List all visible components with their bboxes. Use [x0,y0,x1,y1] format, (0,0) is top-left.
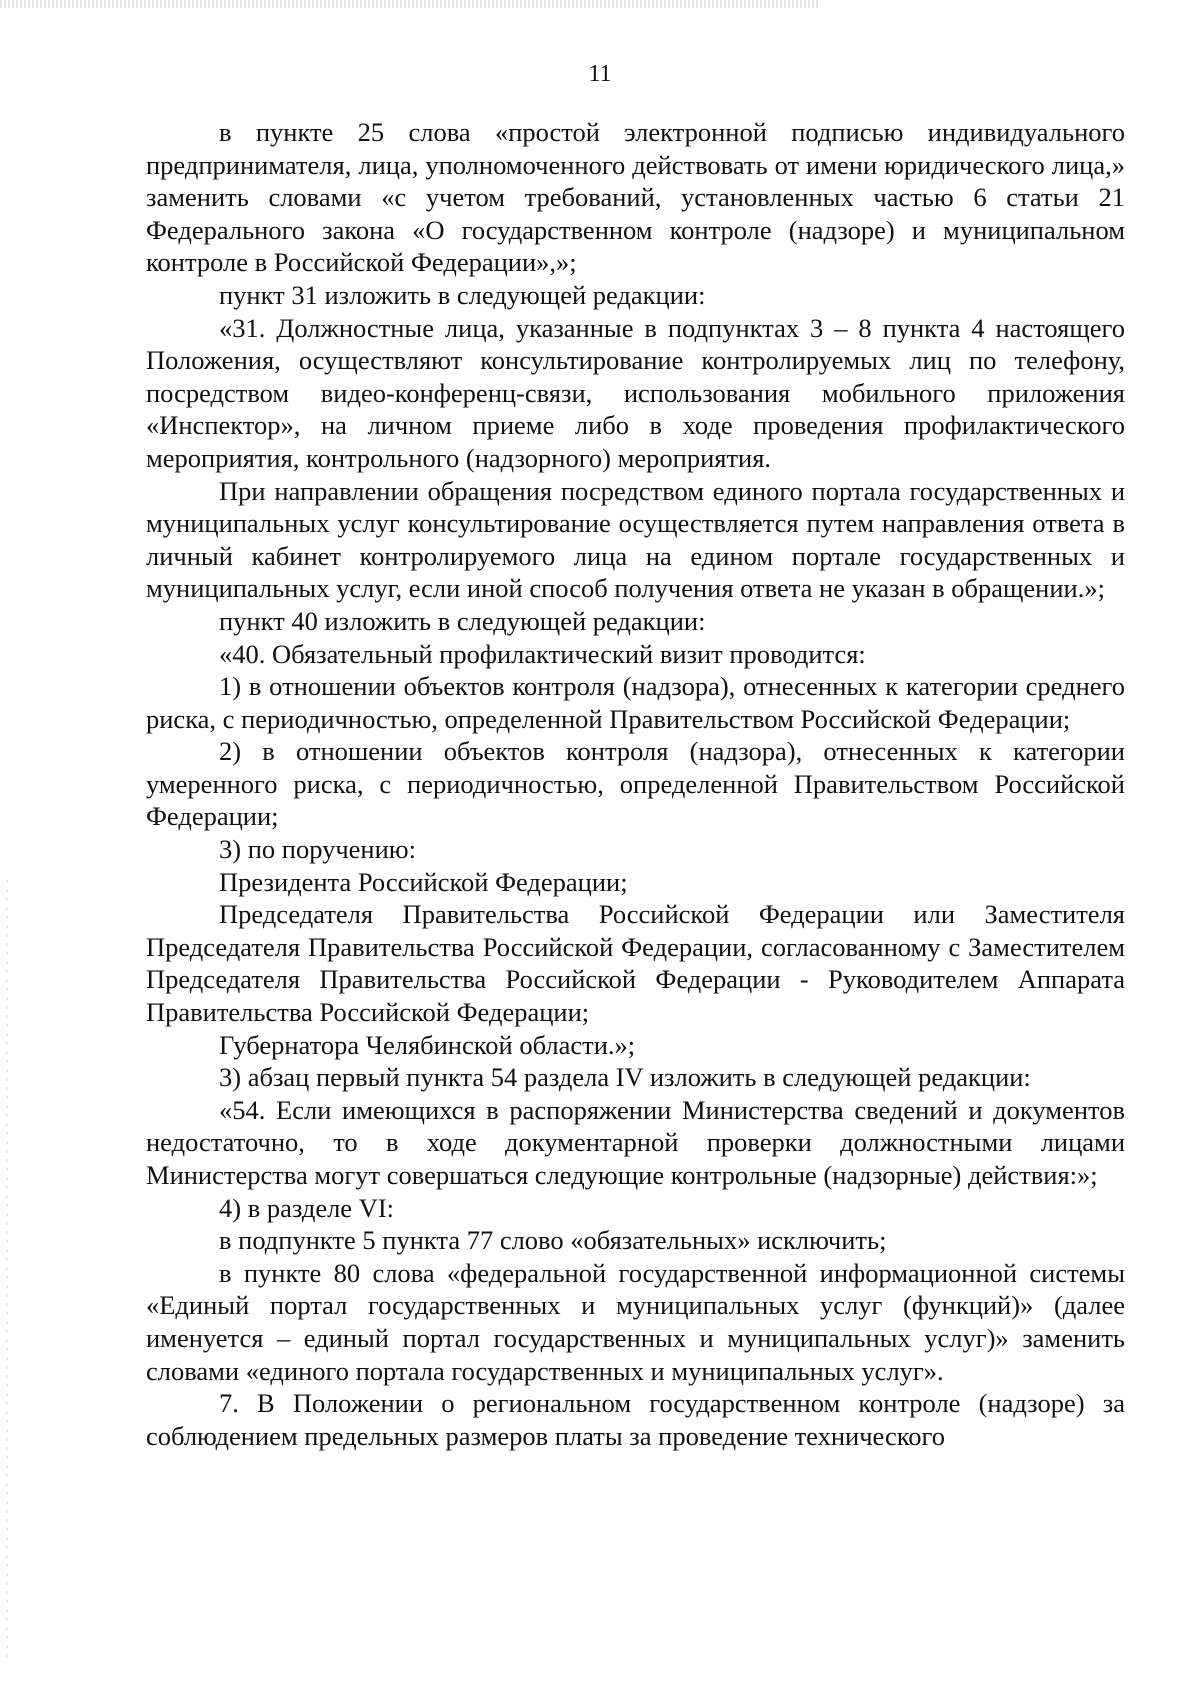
paragraph: в пункте 25 слова «простой электронной подписью индивидуального предпринимателя, лица, уполномоченного действовать от имени юридического лица,» заменить словами «с учетом требований, установленных частью 6 статьи 21 Федерального закона «О государственном контроле (надзоре) и муниципальном контроле в Российской Федерации»,»; [146,117,1125,278]
paragraph: Губернатора Челябинской области.»; [219,1029,636,1060]
scan-edge-artifact [0,0,820,8]
paragraph: 3) по поручению: [219,834,416,865]
paragraph: «31. Должностные лица, указанные в подпунктах 3 – 8 пункта 4 настоящего Положения, осуществляют консультирование контролируемых лиц по телефону, посредством видео-конференц-связи, использования мобильного приложения «Инспектор», на личном приеме либо в ходе проведения профилактического мероприятия, контрольного (надзорного) мероприятия. [146,312,1125,473]
paragraph: пункт 31 изложить в следующей редакции: [219,279,706,310]
paragraph: 3) абзац первый пункта 54 раздела IV изложить в следующей редакции: [219,1062,1031,1093]
paragraph: 7. В Положении о региональном государственном контроле (надзоре) за соблюдением предельных размеров платы за проведение технического [146,1388,1125,1451]
paragraph: «54. Если имеющихся в распоряжении Министерства сведений и документов недостаточно, то в ходе документарной проверки должностными лицами Министерства могут совершаться следующие контрольные (надзорные) действия:»; [146,1094,1125,1190]
paragraph: «40. Обязательный профилактический визит проводится: [219,638,866,669]
page-number: 11 [588,61,612,87]
paragraph: 1) в отношении объектов контроля (надзора), отнесенных к категории среднего риска, с периодичностью, определенной Правительством Российской Федерации; [146,671,1125,734]
paragraph: пункт 40 изложить в следующей редакции: [219,605,706,636]
paragraph: При направлении обращения посредством единого портала государственных и муниципальных услуг консультирование осуществляется путем направления ответа в личный кабинет контролируемого лица на едином портале государственных и муниципальных услуг, если иной способ получения ответа не указан в обращении.»; [146,475,1125,604]
paragraph: в пункте 80 слова «федеральной государственной информационной системы «Единый портал государственных и муниципальных услуг (функций)» (далее именуется – единый портал государственных и муниципальных услуг)» заменить словами «единого портала государственных и муниципальных услуг». [146,1257,1125,1386]
paragraph: 4) в разделе VI: [219,1192,395,1223]
paragraph: 2) в отношении объектов контроля (надзора), отнесенных к категории умеренного риска, с периодичностью, определенной Правительством Российской Федерации; [146,736,1125,832]
paragraph: Президента Российской Федерации; [219,866,628,897]
paragraph: в подпункте 5 пункта 77 слово «обязательных» исключить; [219,1225,887,1256]
paragraph: Председателя Правительства Российской Федерации или Заместителя Председателя Правительства Российской Федерации, согласованному с Заместителем Председателя Правительства Российской Федерации - Руководителем Аппарата Правительства Российской Федерации; [146,899,1125,1028]
scan-margin-artifact [6,880,8,1660]
document-body [146,116,1125,1452]
